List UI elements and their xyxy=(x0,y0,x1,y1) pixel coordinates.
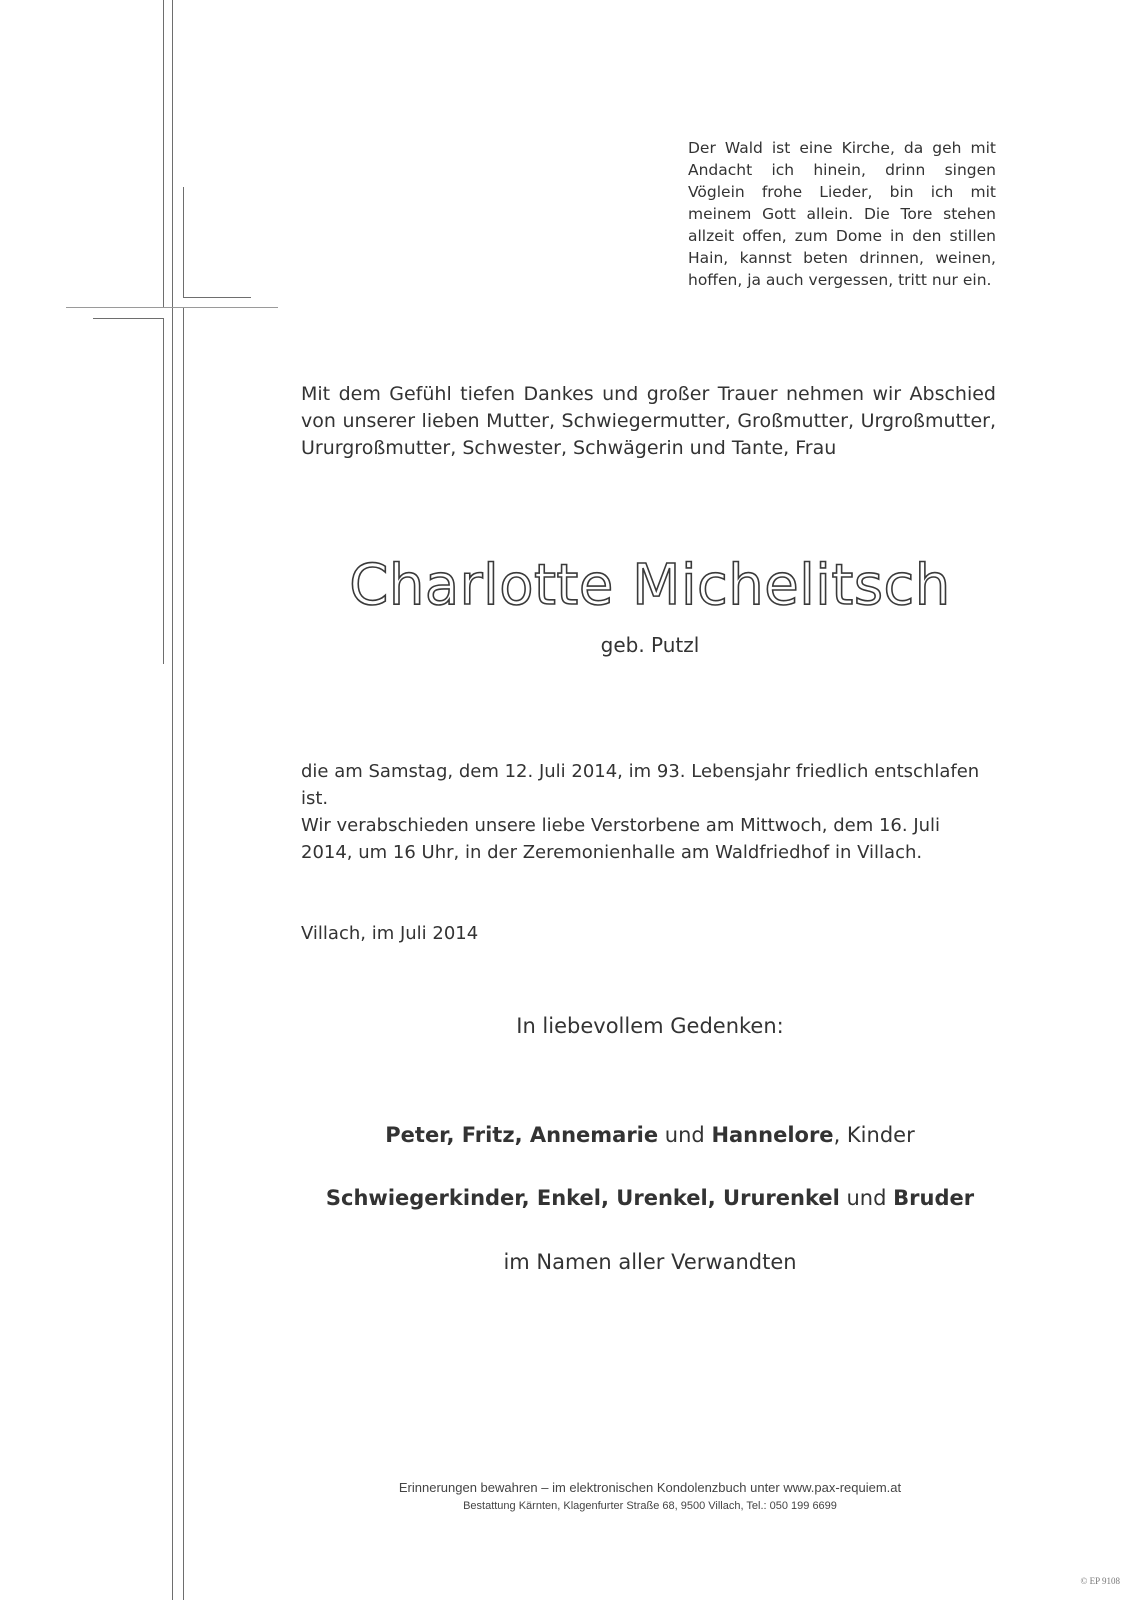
cross-right-vertical-line xyxy=(172,0,173,1600)
separator: , xyxy=(514,1123,530,1147)
cross-inner-vertical-line-lower xyxy=(183,308,184,1600)
relation-label: , Kinder xyxy=(833,1123,915,1147)
memorial-heading: In liebevollem Gedenken: xyxy=(516,1014,784,1038)
place-date: Villach, im Juli 2014 xyxy=(301,923,479,944)
mourner-name: Annemarie xyxy=(529,1123,659,1147)
separator: , xyxy=(601,1186,617,1210)
cross-upper-arm-line xyxy=(183,297,251,298)
mourner-group: Enkel xyxy=(536,1186,601,1210)
mourner-group: Bruder xyxy=(893,1186,975,1210)
mourner-name: Fritz xyxy=(461,1123,515,1147)
birth-name: geb. Putzl xyxy=(600,633,700,657)
mourners-line-3: im Namen aller Verwandten xyxy=(503,1250,797,1274)
deceased-name: Charlotte Michelitsch xyxy=(349,553,951,618)
death-notice: die am Samstag, dem 12. Juli 2014, im 93. Lebensjahr friedlich entschlafen ist. xyxy=(301,761,980,809)
separator: und xyxy=(658,1123,712,1147)
cross-horizontal-line xyxy=(66,307,278,308)
mourner-group: Schwiegerkinder xyxy=(325,1186,522,1210)
mourner-group: Urenkel xyxy=(616,1186,708,1210)
separator: , xyxy=(446,1123,462,1147)
footer-condolence-line: Erinnerungen bewahren – im elektronischen Kondolenzbuch unter www.pax-requiem.at xyxy=(398,1480,902,1495)
cross-inner-vertical-line xyxy=(183,187,184,297)
farewell-text: Wir verabschieden unsere liebe Verstorbene am Mittwoch, dem 16. Juli 2014, um 16 Uhr, in der Zeremonienhalle am Waldfriedhof in Villach. xyxy=(301,815,941,863)
cross-left-vertical-line xyxy=(163,0,164,307)
mourner-name: Hannelore xyxy=(711,1123,834,1147)
mourners-line-1 xyxy=(300,1120,1000,1150)
mourners-line-2 xyxy=(300,1183,1000,1213)
separator: , xyxy=(521,1186,537,1210)
print-code: © EP 9108 xyxy=(1080,1576,1120,1586)
poem-text: Der Wald ist eine Kirche, da geh mit Andacht ich hinein, drinn singen Vöglein frohe Lieder, bin ich mit meinem Gott allein. Die Tore stehen allzeit offen, zum Dome in den stillen Hain, kannst beten drinnen, weinen, hoffen, ja auch vergessen, tritt nur ein. xyxy=(688,139,996,289)
intro-text: Mit dem Gefühl tiefen Dankes und großer Trauer nehmen wir Abschied von unserer lieben Mutter, Schwiegermutter, Großmutter, Urgroßmutter, Ururgroßmutter, Schwester, Schwägerin und Tante, Frau xyxy=(301,383,996,459)
cross-lower-arm-line xyxy=(93,318,163,319)
mourner-name: Peter xyxy=(385,1123,447,1147)
separator: und xyxy=(839,1186,894,1210)
cross-left-vertical-line-lower xyxy=(163,318,164,664)
separator: , xyxy=(707,1186,724,1210)
footer-address-line: Bestattung Kärnten, Klagenfurter Straße 68, 9500 Villach, Tel.: 050 199 6699 xyxy=(463,1500,837,1512)
mourner-group: Ururenkel xyxy=(723,1186,840,1210)
